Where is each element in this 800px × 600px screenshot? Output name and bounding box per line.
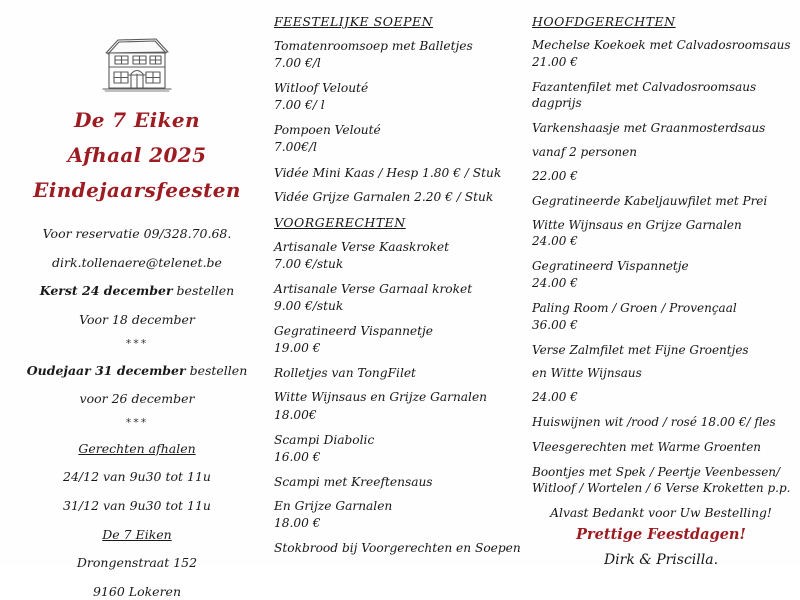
dish-price: 16.00 €	[274, 449, 321, 464]
christmas-order-line	[12, 283, 262, 299]
house-sketch-icon	[98, 34, 176, 96]
dish-name-secondary: Witte Wijnsaus en Grijze Garnalen	[532, 217, 742, 232]
sides-line-2: Witloof / Wortelen / 6 Verse Kroketten p.p.	[532, 480, 791, 495]
dish-name: Artisanale Verse Garnaal kroket	[274, 281, 473, 296]
dish-name: Gegratineerde Kabeljauwfilet met Prei	[532, 193, 768, 208]
holiday-greeting: Prettige Feestdagen!	[576, 526, 746, 544]
sides-line-1: Boontjes met Spek / Peertje Veenbessen/	[532, 464, 781, 479]
dish-price: 24.00 €	[532, 234, 578, 249]
dish-name: Witloof Velouté	[274, 81, 369, 96]
address-heading: De 7 Eiken	[102, 526, 172, 542]
separator-1: ***	[125, 336, 149, 350]
dish-name: Gegratineerd Vispannetje	[532, 259, 689, 274]
signature: Dirk & Priscilla.	[603, 552, 719, 569]
dish-name: Rolletjes van TongFilet	[274, 366, 416, 381]
dish-price: 7.00€/l	[274, 140, 317, 155]
brand-title-line-3: Eindejaarsfeesten	[33, 178, 241, 202]
separator-2: ***	[125, 415, 149, 429]
section-heading-starters: VOORGERECHTEN	[274, 214, 406, 230]
reservation-email: dirk.tollenaere@telenet.be	[52, 254, 222, 270]
thanks-message: Alvast Bedankt voor Uw Bestelling!	[550, 506, 772, 521]
dish-price: 7.00 €/ l	[274, 98, 325, 113]
house-wines-line: Huiswijnen wit /rood / rosé 18.00 €/ fles	[532, 415, 776, 430]
christmas-deadline: Voor 18 december	[79, 311, 195, 327]
dish-name: Artisanale Verse Kaaskroket	[274, 239, 450, 254]
menu-item	[274, 323, 520, 356]
bread-note: Stokbrood bij Voorgerechten en Soepen	[274, 541, 521, 556]
dish-name: Fazantenfilet met Calvadosroomsaus	[532, 79, 757, 94]
newyear-deadline: voor 26 december	[79, 391, 195, 407]
menu-item	[532, 121, 790, 184]
videe-grey-shrimp: Vidée Grijze Garnalen 2.20 € / Stuk	[274, 189, 494, 204]
dish-name-secondary: En Grijze Garnalen	[274, 498, 393, 513]
section-heading-mains: HOOFDGERECHTEN	[532, 14, 676, 29]
menu-item	[274, 432, 520, 465]
menu-item	[274, 474, 520, 531]
christmas-order-rest: bestellen	[172, 283, 235, 299]
section-heading-soups: FEESTELIJKE SOEPEN	[274, 14, 434, 29]
dish-name-secondary: Witte Wijnsaus en Grijze Garnalen	[274, 390, 488, 405]
dish-price: 36.00 €	[532, 317, 578, 332]
dish-name-secondary: en Witte Wijnsaus	[532, 366, 642, 381]
menu-item	[274, 365, 520, 422]
left-column	[8, 14, 268, 599]
address-city: 9160 Lokeren	[92, 583, 181, 599]
menu-item	[532, 259, 790, 292]
dish-price: 21.00 €	[532, 54, 578, 69]
pickup-time-newyear: 31/12 van 9u30 tot 11u	[63, 498, 211, 513]
dish-name: Varkenshaasje met Graanmosterdsaus	[532, 121, 766, 136]
dish-price: 24.00 €	[532, 276, 578, 291]
pickup-heading: Gerechten afhalen	[78, 440, 196, 456]
dish-name: Paling Room / Groen / Provençaal	[532, 300, 737, 315]
menu-item	[274, 239, 520, 272]
pickup-time-christmas: 24/12 van 9u30 tot 11u	[63, 469, 211, 485]
newyear-order-bold: Oudejaar 31 december	[26, 362, 186, 378]
newyear-order-line	[12, 363, 262, 379]
dish-name: Pompoen Velouté	[274, 123, 381, 138]
dish-price: 19.00 €	[274, 341, 321, 356]
dish-name: Mechelse Koekoek met Calvadosroomsaus	[532, 38, 791, 52]
menu-item	[274, 281, 520, 314]
menu-item	[532, 80, 790, 113]
logo-container	[12, 24, 262, 96]
dish-price: 18.00€	[274, 407, 317, 422]
meat-with-vegetables-heading: Vleesgerechten met Warme Groenten	[532, 439, 762, 454]
menu-item	[532, 301, 790, 334]
dish-price: 9.00 €/stuk	[274, 299, 344, 314]
dish-price: 7.00 €/l	[274, 56, 321, 71]
dish-name: Verse Zalmfilet met Fijne Groentjes	[532, 342, 749, 357]
reservation-phone: Voor reservatie 09/328.70.68.	[42, 226, 232, 241]
address-street: Drongenstraat 152	[76, 555, 198, 571]
dish-name-secondary: vanaf 2 personen	[532, 145, 637, 160]
newyear-order-rest: bestellen	[185, 362, 248, 378]
menu-item	[532, 343, 790, 406]
menu-item	[532, 38, 790, 71]
dish-name: Scampi met Kreeftensaus	[274, 474, 433, 489]
dish-price: 24.00 €	[532, 390, 578, 405]
menu-item	[532, 194, 790, 250]
menu-item	[274, 80, 520, 113]
menu-item	[274, 38, 520, 71]
dish-price: 22.00 €	[532, 168, 578, 183]
middle-column	[268, 14, 524, 560]
dish-price: 7.00 €/stuk	[274, 256, 344, 271]
christmas-order-bold: Kerst 24 december	[39, 283, 173, 299]
dish-name: Scampi Diabolic	[274, 432, 375, 447]
dish-name: Tomatenroomsoep met Balletjes	[274, 39, 473, 53]
right-column	[524, 14, 792, 569]
brand-title-line-2: Afhaal 2025	[67, 143, 207, 167]
dish-price: dagprijs	[532, 96, 582, 111]
videe-cheese-ham: Vidée Mini Kaas / Hesp 1.80 € / Stuk	[274, 165, 502, 180]
dish-name: Gegratineerd Vispannetje	[274, 324, 434, 339]
menu-item	[274, 122, 520, 155]
brand-title-line-1: De 7 Eiken	[74, 108, 200, 132]
dish-price: 18.00 €	[274, 515, 321, 530]
